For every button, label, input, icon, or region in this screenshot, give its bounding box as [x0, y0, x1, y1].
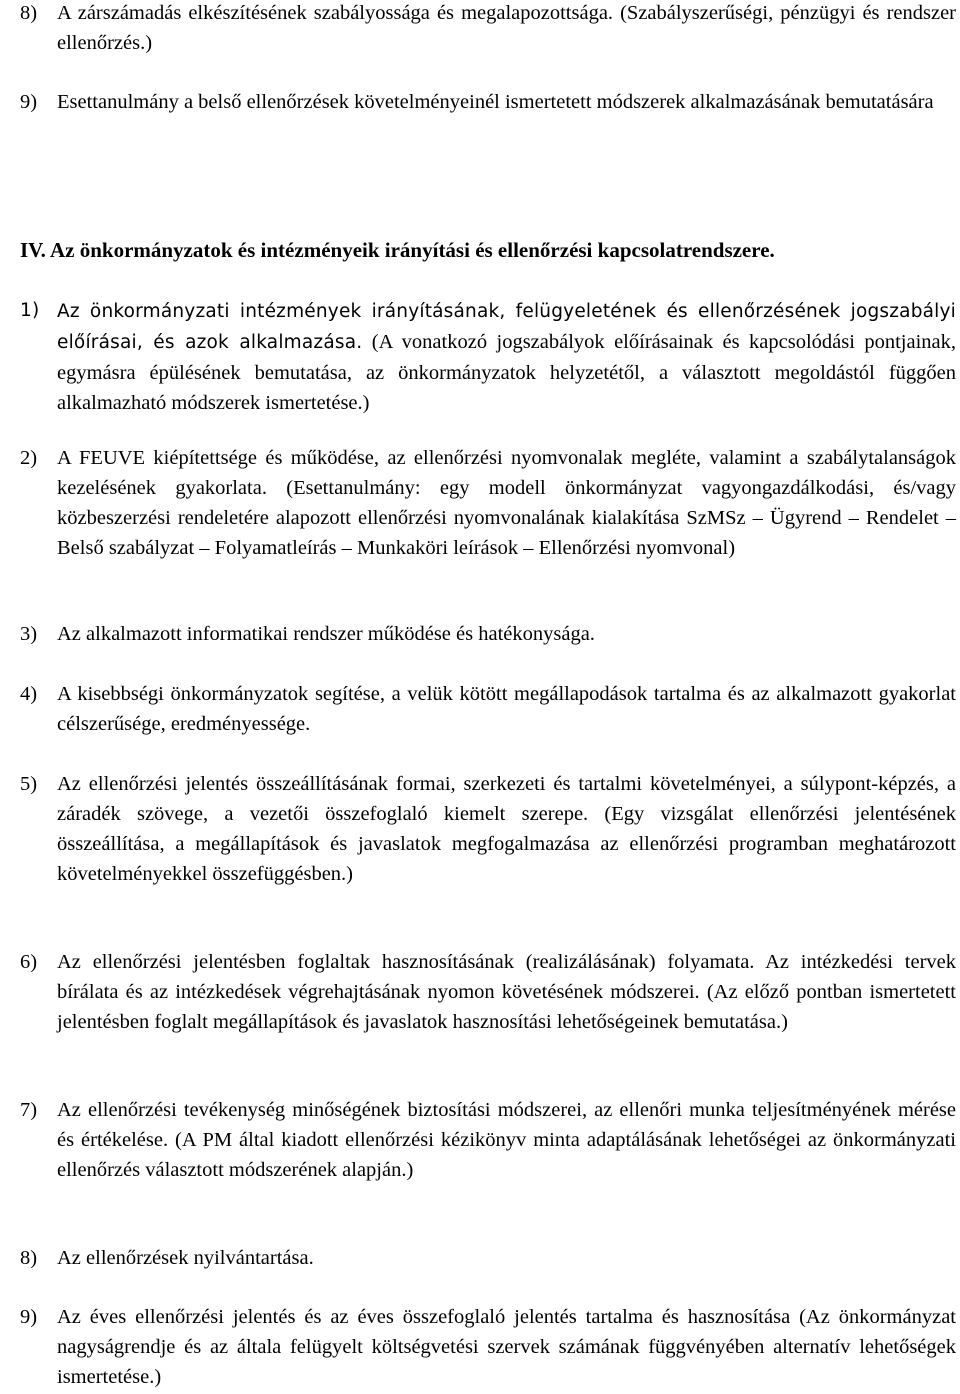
- list-item-text: A zárszámadás elkészítésének szabályossága és megalapozottsága. (Szabályszerűségi, pénzügyi és rendszer ellenőrzés.): [57, 2, 956, 54]
- list-item-text: A FEUVE kiépítettsége és működése, az ellenőrzési nyomvonalak megléte, valamint a szabálytalanságok kezelésének gyakorlata. (Esettanulmány: egy modell önkormányzat vagyongazdálkodási, és/vagy közbeszerzési rendeletére alapozott ellenőrzési nyomvonalának kialakítása SzMSz – Ügyrend – Rendelet – Belső szabályzat – Folyamatleírás – Munkaköri leírások – Ellenőrzési nyomvonal): [57, 447, 956, 559]
- list-item-3: [20, 619, 956, 649]
- list-item-number: 8): [20, 1247, 38, 1269]
- list-item-9-top: [20, 87, 956, 117]
- list-item-8-top: [20, 0, 956, 58]
- list-item-text: A kisebbségi önkormányzatok segítése, a velük kötött megállapodások tartalma és az alkalmazott gyakorlat célszerűsége, eredményessége.: [57, 683, 956, 735]
- list-item-text: Az ellenőrzési jelentésben foglaltak hasznosításának (realizálásának) folyamata. Az intézkedési tervek bírálata és az intézkedések végrehajtásának nyomon követésének módszerei. (Az előző pontban ismertetett jelentésben foglalt megállapítások és javaslatok hasznosítási lehetőségeinek bemutatása.): [57, 951, 956, 1033]
- list-item-7: [20, 1095, 956, 1185]
- list-item-text: Esettanulmány a belső ellenőrzések követelményeinél ismertetett módszerek alkalmazásának bemutatására: [57, 91, 934, 113]
- list-item-text: Az ellenőrzési jelentés összeállításának formai, szerkezeti és tartalmi követelményei, a súlypont-képzés, a záradék szövege, a vezetői összefoglaló kiemelt szerepe. (Egy vizsgálat ellenőrzési jelentésének összeállítása, a megállapítások és javaslatok megfogalmazása az ellenőrzési programban meghatározott követelményekkel összefüggésben.): [57, 773, 956, 885]
- list-item-1: [20, 296, 956, 418]
- list-item-number: 5): [20, 773, 38, 795]
- list-item-number: 8): [20, 2, 38, 24]
- list-item-text: Az éves ellenőrzési jelentés és az éves összefoglaló jelentés tartalma és hasznosítása (Az önkormányzat nagyságrendje és az általa felügyelt költségvetési szervek számának függvényében alternatív lehetőségek ismertetése.): [57, 1306, 956, 1388]
- list-item-text-sans: Az önkormányzati intézmények irányításának, felügyeletének és ellenőrzésének jogszabályi előírásai, és azok alkalmazása.: [57, 301, 956, 353]
- list-item-number: 2): [20, 447, 38, 469]
- list-item-number: 9): [20, 91, 38, 113]
- list-item-5: [20, 769, 956, 889]
- list-item-text: Az alkalmazott informatikai rendszer működése és hatékonysága.: [57, 623, 595, 645]
- list-item-text: Az ellenőrzések nyilvántartása.: [57, 1247, 314, 1269]
- list-item-2: [20, 443, 956, 563]
- list-item-text: [57, 296, 956, 418]
- section-heading: IV. Az önkormányzatok és intézményeik irányítási és ellenőrzési kapcsolatrendszere.: [20, 238, 775, 262]
- list-item-4: [20, 679, 956, 739]
- list-item-number: 3): [20, 623, 38, 645]
- list-item-text-serif: (A vonatkozó jogszabályok előírásainak és kapcsolódási pontjainak, egymásra épülésének bemutatása, az önkormányzatok helyzetétől, a választott megoldástól függően alkalmazható módszerek ismertetése.): [57, 331, 956, 414]
- list-item-9: [20, 1302, 956, 1392]
- list-item-number: 4): [20, 683, 38, 705]
- list-item-number: 9): [20, 1306, 38, 1328]
- list-item-6: [20, 947, 956, 1037]
- list-item-8: [20, 1243, 956, 1273]
- list-item-number: 6): [20, 951, 38, 973]
- list-item-number: 1): [20, 300, 40, 321]
- list-item-text: Az ellenőrzési tevékenység minőségének biztosítási módszerei, az ellenőri munka teljesítményének mérése és értékelése. (A PM által kiadott ellenőrzési kézikönyv minta adaptálásának lehetőségei az önkormányzati ellenőrzés választott módszerének alapján.): [57, 1099, 956, 1181]
- list-item-number: 7): [20, 1099, 38, 1121]
